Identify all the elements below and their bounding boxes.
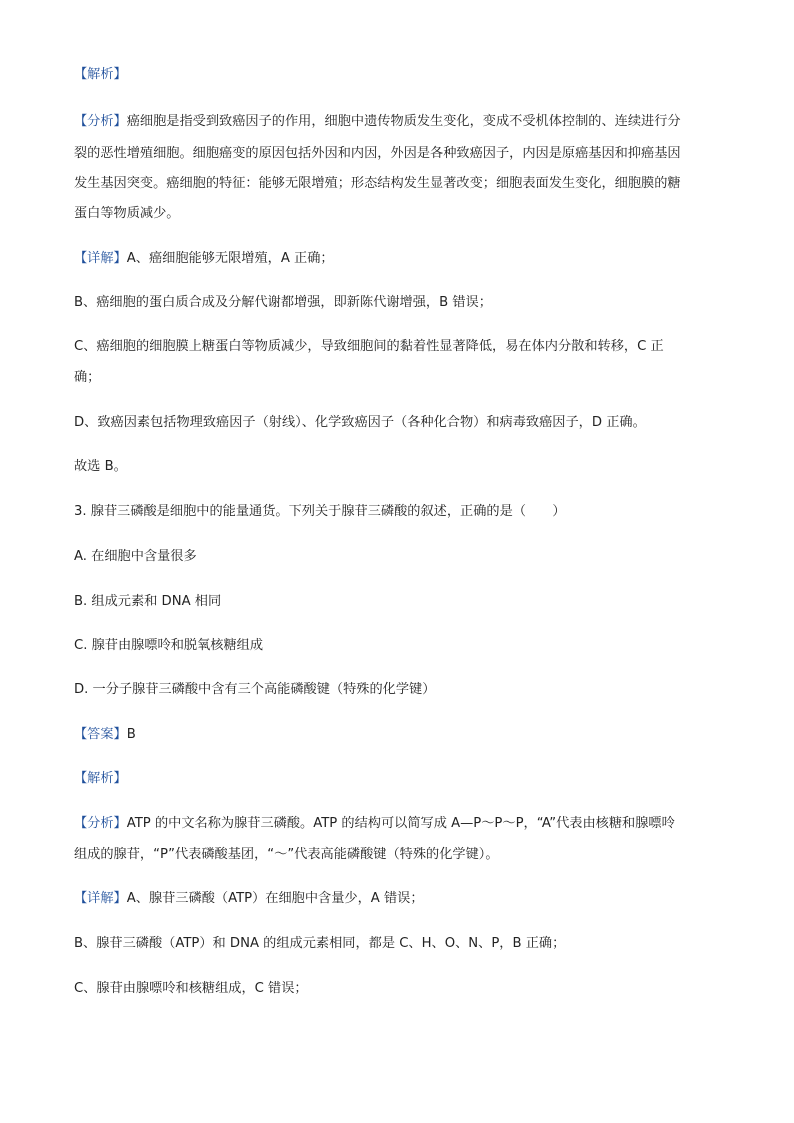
option-b: [74, 593, 221, 611]
option-text: C. 腺苷由腺嘌呤和脱氧核糖组成: [74, 638, 264, 653]
option-text: B. 组成元素和 DNA 相同: [74, 594, 222, 609]
analysis-paragraph-line: [74, 205, 180, 223]
option-c: [74, 637, 263, 655]
analysis-paragraph-line: [74, 815, 675, 833]
analysis-heading: [74, 770, 127, 788]
detail-line: [74, 338, 664, 356]
detail-line: [74, 890, 424, 908]
detail-text: A、腺苷三磷酸（ATP）在细胞中含量少，A 错误；: [126, 891, 424, 906]
detail-text: B、腺苷三磷酸（ATP）和 DNA 的组成元素相同，都是 C、H、O、N、P，B 正确；: [74, 936, 566, 951]
analysis-paragraph-line: [74, 846, 499, 864]
conclusion-text: 故选 B。: [74, 459, 127, 474]
paragraph-text: 组成的腺苷，“P”代表磷酸基团，“～”代表高能磷酸键（特殊的化学键）。: [74, 847, 499, 862]
detail-line: [74, 414, 646, 432]
option-text: A. 在细胞中含量很多: [74, 549, 197, 564]
question-text: 3. 腺苷三磷酸是细胞中的能量通货。下列关于腺苷三磷酸的叙述，正确的是（ ）: [74, 504, 566, 519]
section-tag: 【详解】: [74, 891, 127, 906]
question-stem: [74, 503, 566, 521]
detail-text: C、腺苷由腺嘌呤和核糖组成，C 错误；: [74, 981, 308, 996]
option-text: D. 一分子腺苷三磷酸中含有三个高能磷酸键（特殊的化学键）: [74, 682, 436, 697]
detail-line: [74, 294, 492, 312]
paragraph-text: 裂的恶性增殖细胞。细胞癌变的原因包括外因和内因，外因是各种致癌因子，内因是原癌基因和抑癌基因: [74, 146, 681, 161]
detail-text: 确；: [74, 370, 101, 385]
analysis-paragraph-line: [74, 175, 681, 193]
paragraph-text: 癌细胞是指受到致癌因子的作用，细胞中遗传物质发生变化，变成不受机体控制的、连续进行分: [126, 114, 681, 129]
section-tag: 【分析】: [74, 816, 127, 831]
detail-line: [74, 369, 100, 387]
answer-line: [74, 726, 136, 744]
analysis-heading: [74, 66, 127, 84]
section-tag: 【分析】: [74, 114, 127, 129]
paragraph-text: 发生基因突变。癌细胞的特征：能够无限增殖；形态结构发生显著改变；细胞表面发生变化，细胞膜的糖: [74, 176, 681, 191]
analysis-paragraph-line: [74, 145, 681, 163]
option-a: [74, 548, 197, 566]
detail-line: [74, 250, 334, 268]
answer-value: B: [126, 727, 136, 742]
section-tag: 【解析】: [74, 67, 127, 82]
analysis-paragraph-line: [74, 113, 681, 131]
detail-line: [74, 980, 308, 998]
detail-text: C、癌细胞的细胞膜上糖蛋白等物质减少，导致细胞间的黏着性显著降低，易在体内分散和转移，C 正: [74, 339, 664, 354]
paragraph-text: 蛋白等物质减少。: [74, 206, 180, 221]
conclusion-line: [74, 458, 127, 476]
section-tag: 【详解】: [74, 251, 127, 266]
detail-line: [74, 935, 565, 953]
detail-text: A、癌细胞能够无限增殖，A 正确；: [126, 251, 334, 266]
option-d: [74, 681, 435, 699]
paragraph-text: ATP 的中文名称为腺苷三磷酸。ATP 的结构可以简写成 A—P～P～P，“A”代表由核糖和腺嘌呤: [126, 816, 675, 831]
section-tag: 【解析】: [74, 771, 127, 786]
section-tag: 【答案】: [74, 727, 127, 742]
detail-text: D、致癌因素包括物理致癌因子（射线）、化学致癌因子（各种化合物）和病毒致癌因子，D 正确。: [74, 415, 646, 430]
detail-text: B、癌细胞的蛋白质合成及分解代谢都增强，即新陈代谢增强，B 错误；: [74, 295, 492, 310]
